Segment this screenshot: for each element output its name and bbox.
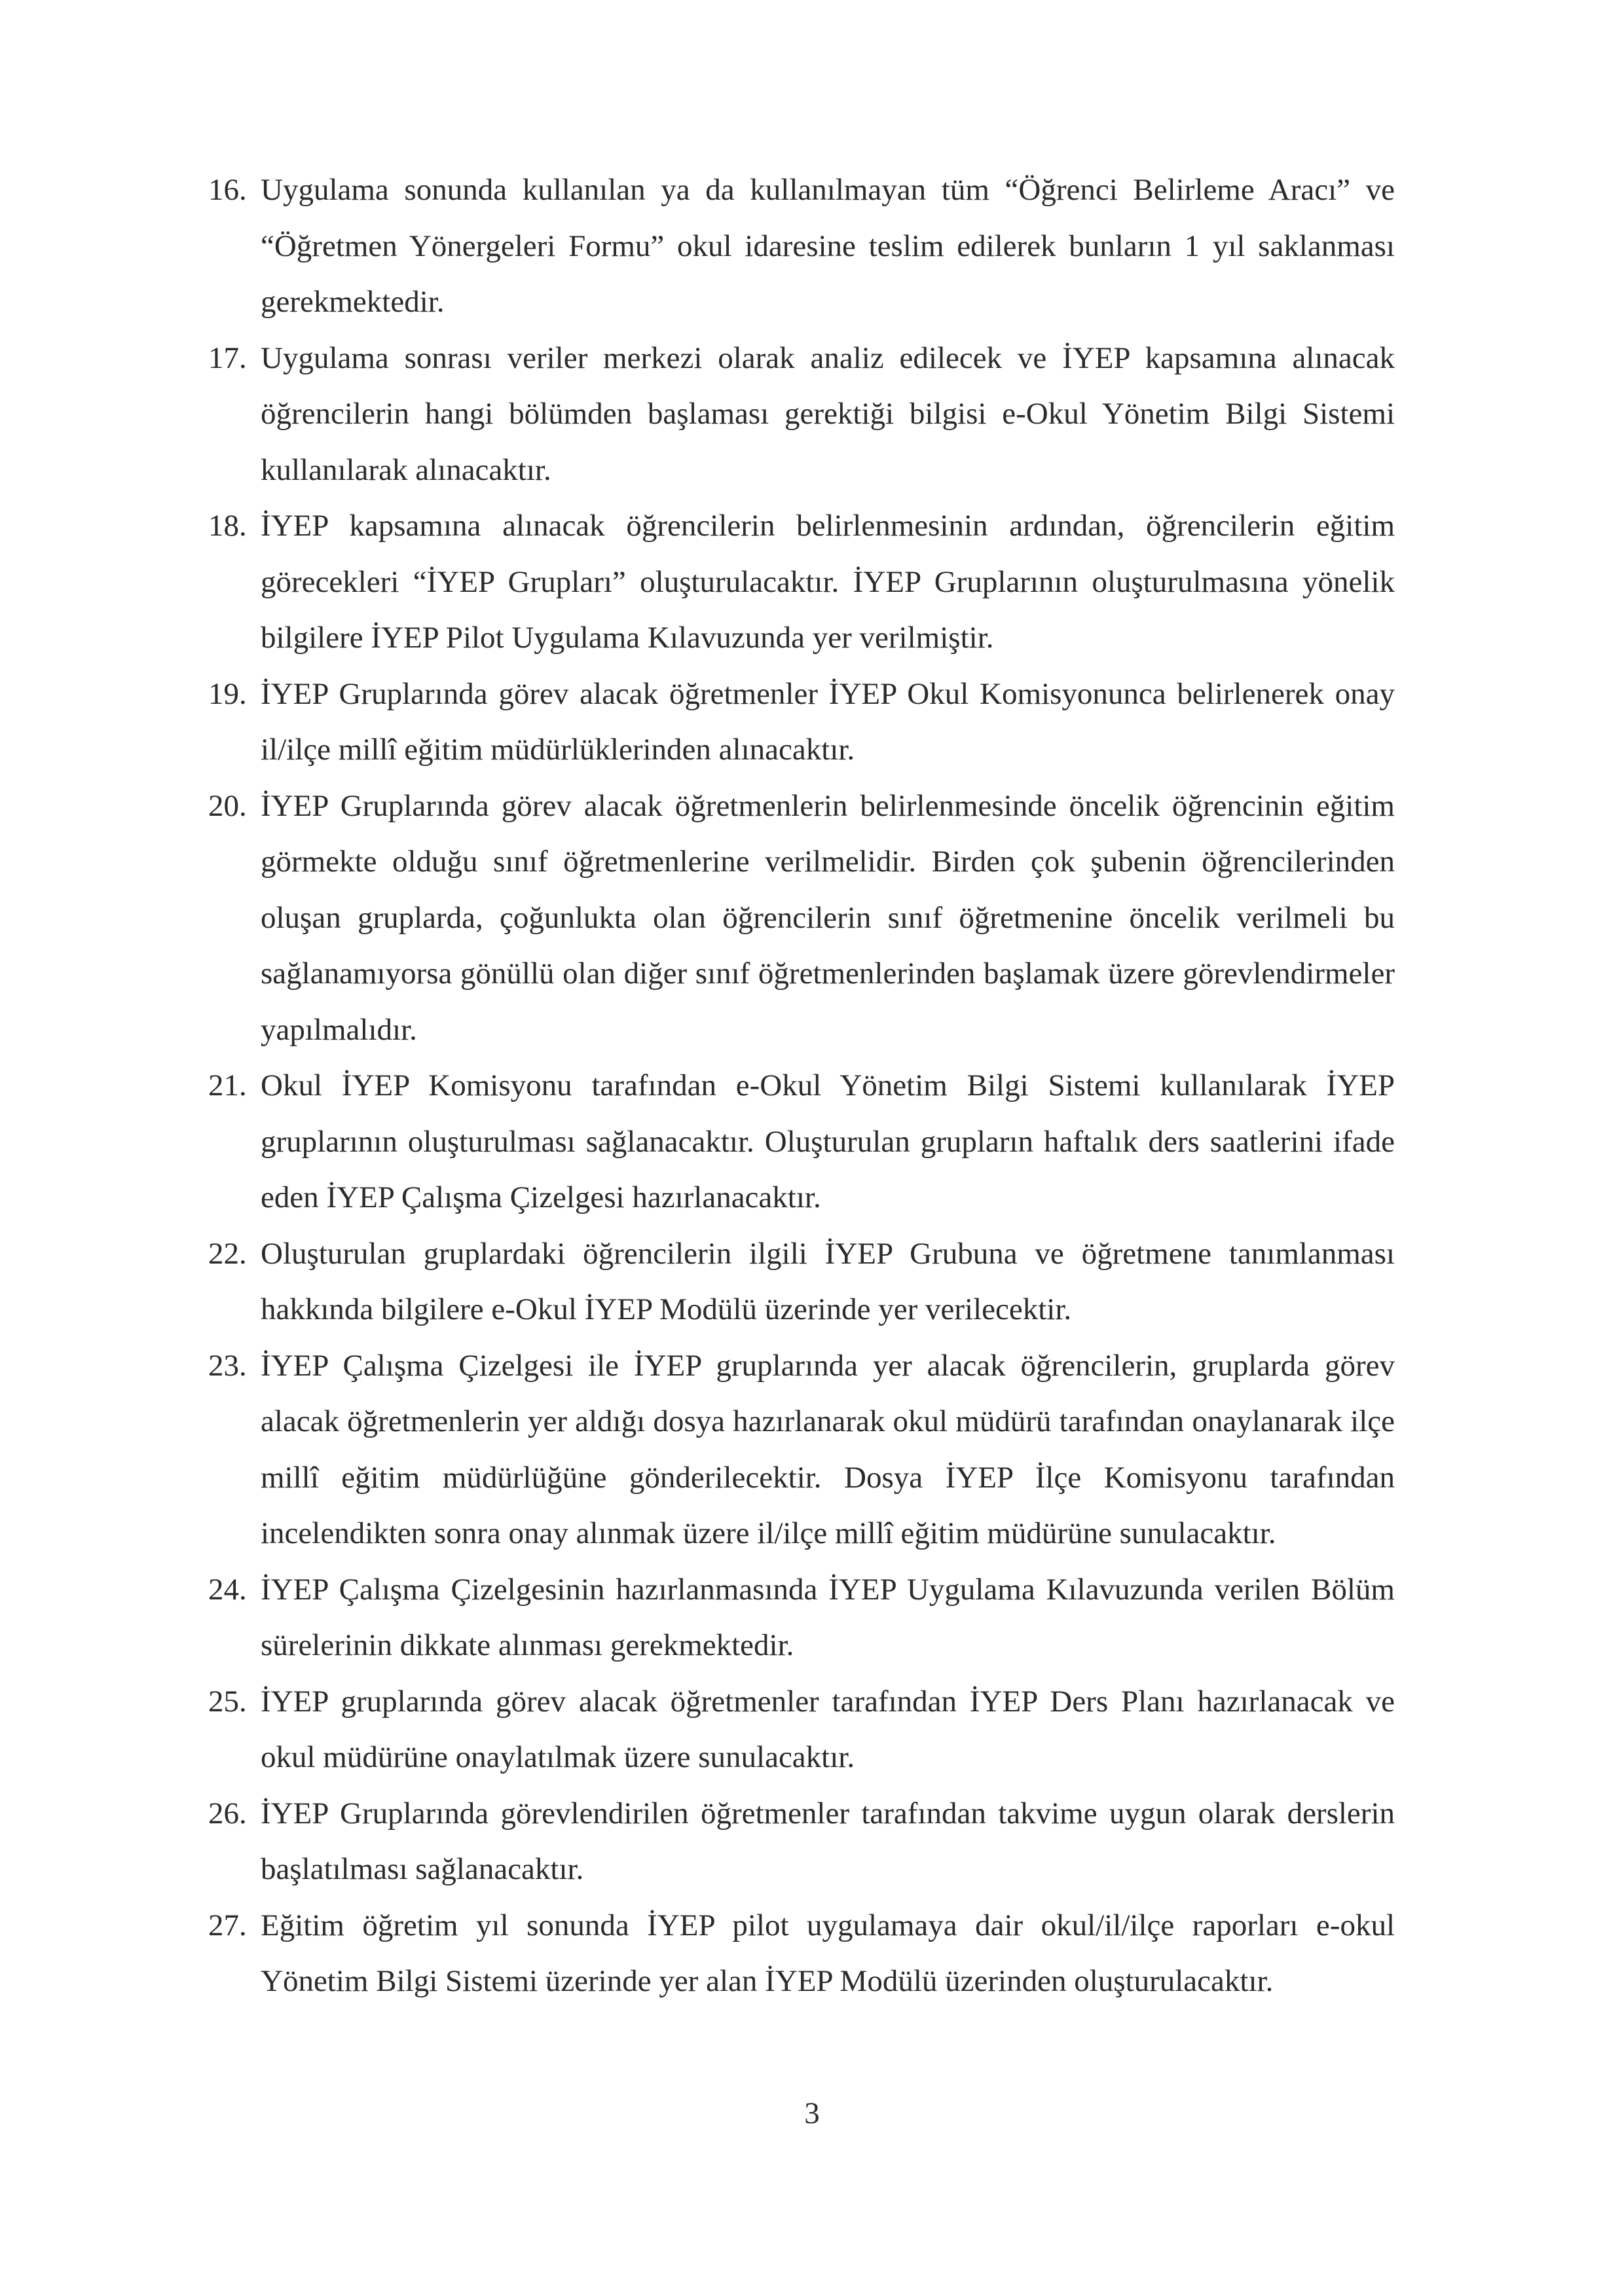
item-text: İYEP gruplarında görev alacak öğretmenler tarafından İYEP Ders Planı hazırlanacak ve okul müdürüne onaylatılmak üzere sunulacaktır. (261, 1684, 1395, 1774)
item-number: 16. (208, 173, 247, 207)
list-item-27 (208, 1898, 1395, 2010)
item-number: 19. (208, 676, 247, 711)
list-item-25 (208, 1674, 1395, 1786)
list-item-23 (208, 1338, 1395, 1562)
numbered-list (208, 162, 1395, 2010)
item-number: 21. (208, 1068, 247, 1102)
item-number: 17. (208, 340, 247, 375)
item-text: Oluşturulan gruplardaki öğrencilerin ilgili İYEP Grubuna ve öğretmene tanımlanması hakkında bilgilere e-Okul İYEP Modülü üzerinde yer verilecektir. (261, 1236, 1395, 1326)
list-item-17 (208, 331, 1395, 499)
list-item-16 (208, 162, 1395, 331)
item-number: 25. (208, 1684, 247, 1719)
item-number: 23. (208, 1348, 247, 1383)
item-text: İYEP kapsamına alınacak öğrencilerin belirlenmesinin ardından, öğrencilerin eğitim görecekleri “İYEP Grupları” oluşturulacaktır. İYEP Gruplarının oluşturulmasına yönelik bilgilere İYEP Pilot Uygulama Kılavuzunda yer verilmiştir. (261, 509, 1395, 655)
list-item-21 (208, 1058, 1395, 1226)
item-text: İYEP Çalışma Çizelgesinin hazırlanmasında İYEP Uygulama Kılavuzunda verilen Bölüm sürelerinin dikkate alınması gerekmektedir. (261, 1572, 1395, 1662)
item-number: 26. (208, 1796, 247, 1831)
item-number: 18. (208, 509, 247, 543)
list-item-20 (208, 778, 1395, 1059)
item-text: Eğitim öğretim yıl sonunda İYEP pilot uygulamaya dair okul/il/ilçe raporları e-okul Yönetim Bilgi Sistemi üzerinde yer alan İYEP Modülü üzerinden oluşturulacaktır. (261, 1908, 1395, 1998)
list-item-26 (208, 1786, 1395, 1898)
item-text: Uygulama sonunda kullanılan ya da kullanılmayan tüm “Öğrenci Belirleme Aracı” ve “Öğretmen Yönergeleri Formu” okul idaresine teslim edilerek bunların 1 yıl saklanması gerekmektedir. (261, 173, 1395, 319)
item-text: Okul İYEP Komisyonu tarafından e-Okul Yönetim Bilgi Sistemi kullanılarak İYEP gruplarının oluşturulması sağlanacaktır. Oluşturulan grupların haftalık ders saatlerini ifade eden İYEP Çalışma Çizelgesi hazırlanacaktır. (261, 1068, 1395, 1214)
item-text: İYEP Çalışma Çizelgesi ile İYEP gruplarında yer alacak öğrencilerin, gruplarda görev alacak öğretmenlerin yer aldığı dosya hazırlanarak okul müdürü tarafından onaylanarak ilçe millî eğitim müdürlüğüne gönderilecektir. Dosya İYEP İlçe Komisyonu tarafından incelendikten sonra onay alınmak üzere il/ilçe millî eğitim müdürüne sunulacaktır. (261, 1348, 1395, 1550)
item-number: 20. (208, 788, 247, 823)
item-text: Uygulama sonrası veriler merkezi olarak analiz edilecek ve İYEP kapsamına alınacak öğrencilerin hangi bölümden başlaması gerektiği bilgisi e-Okul Yönetim Bilgi Sistemi kullanılarak alınacaktır. (261, 340, 1395, 487)
item-number: 27. (208, 1908, 247, 1942)
list-item-24 (208, 1562, 1395, 1674)
item-number: 24. (208, 1572, 247, 1607)
item-number: 22. (208, 1236, 247, 1271)
item-text: İYEP Gruplarında görev alacak öğretmenlerin belirlenmesinde öncelik öğrencinin eğitim görmekte olduğu sınıf öğretmenlerine verilmelidir. Birden çok şubenin öğrencilerinden oluşan gruplarda, çoğunlukta olan öğrencilerin sınıf öğretmenine öncelik verilmeli bu sağlanamıyorsa gönüllü olan diğer sınıf öğretmenlerinden başlamak üzere görevlendirmeler yapılmalıdır. (261, 788, 1395, 1047)
item-text: İYEP Gruplarında görev alacak öğretmenler İYEP Okul Komisyonunca belirlenerek onay il/ilçe millî eğitim müdürlüklerinden alınacaktır. (261, 676, 1395, 767)
list-item-22 (208, 1226, 1395, 1338)
item-text: İYEP Gruplarında görevlendirilen öğretmenler tarafından takvime uygun olarak derslerin başlatılması sağlanacaktır. (261, 1796, 1395, 1886)
page-number: 3 (804, 2096, 820, 2130)
list-item-18 (208, 498, 1395, 666)
list-item-19 (208, 666, 1395, 778)
